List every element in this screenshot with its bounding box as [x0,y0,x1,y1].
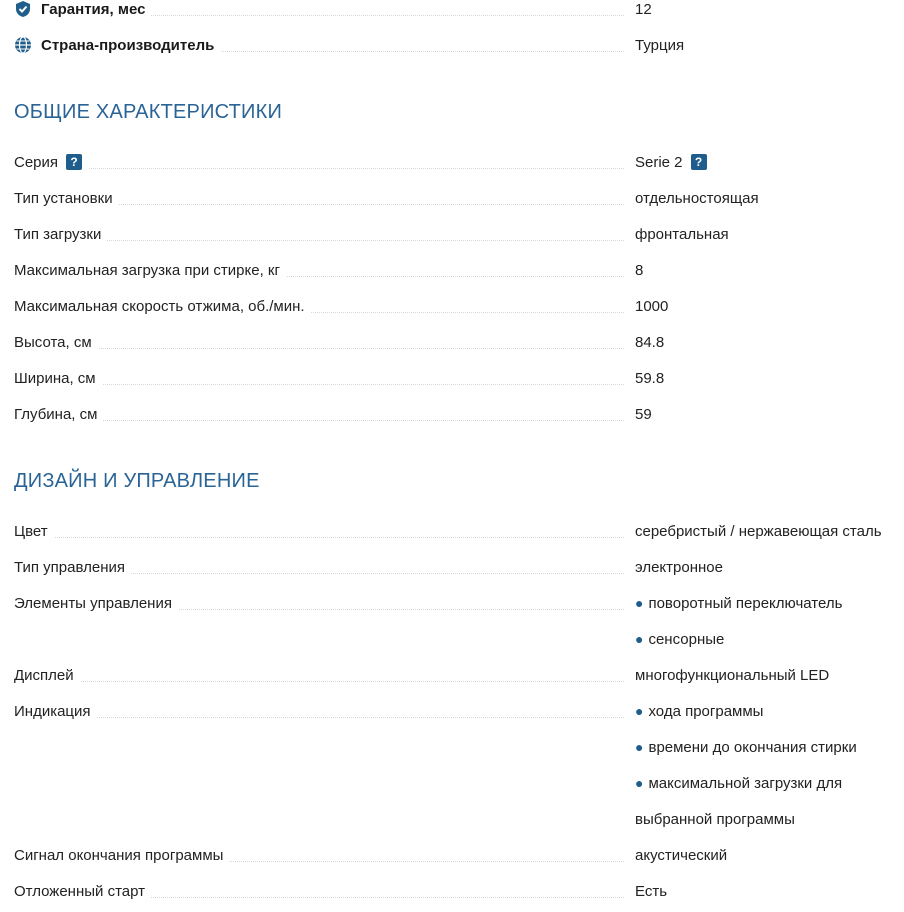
spec-row-warranty [14,0,904,27]
spec-value: Турция [635,36,685,54]
globe-icon [14,36,32,54]
list-item: ● хода программы [635,702,764,720]
list-item: ● максимальной загрузки для [635,774,843,792]
spec-value: 1000 [635,297,669,315]
spec-value: серебристый / нержавеющая сталь [635,522,882,540]
spec-value: 84.8 [635,333,665,351]
spec-label: Тип управления [14,559,131,576]
spec-value: Serie 2 [635,153,683,171]
spec-row [14,252,904,288]
spec-label: Индикация [14,703,97,720]
list-item-continuation: выбранной программы [635,810,795,828]
spec-label: Глубина, см [14,406,103,423]
spec-label: Тип загрузки [14,226,107,243]
spec-row [14,396,904,432]
help-icon[interactable]: ? [691,154,707,170]
spec-label: Ширина, см [14,370,102,387]
spec-label: Дисплей [14,667,80,684]
spec-row [14,180,904,216]
list-item: ● времени до окончания стирки [635,738,857,756]
spec-row-delayed-start [14,873,904,909]
spec-row-controls [14,585,904,621]
shield-check-icon [14,0,32,18]
spec-row [14,360,904,396]
spec-label: Страна-производитель [41,36,215,54]
spec-label: Максимальная загрузка при стирке, кг [14,262,286,279]
spec-value: 59 [635,405,652,423]
section-title-general: ОБЩИЕ ХАРАКТЕРИСТИКИ [14,101,283,123]
spec-label: Серия [14,153,59,171]
spec-label: Тип установки [14,190,119,207]
spec-value: 8 [635,261,644,279]
list-item: ● сенсорные [635,630,725,648]
spec-label: Элементы управления [14,595,178,612]
list-item: ● поворотный переключатель [635,594,843,612]
spec-value: фронтальная [635,225,729,243]
bullet-icon: ● [635,739,644,755]
spec-value: многофункциональный LED [635,666,830,684]
spec-row-series [14,144,904,180]
spec-value: отдельностоящая [635,189,759,207]
bullet-icon: ● [635,775,644,791]
bullet-icon: ● [635,595,644,611]
spec-label: Сигнал окончания программы [14,847,229,864]
spec-label: Отложенный старт [14,883,151,900]
spec-label: Максимальная скорость отжима, об./мин. [14,298,311,315]
spec-value: акустический [635,846,728,864]
spec-value: Есть [635,882,668,900]
spec-value: электронное [635,558,723,576]
help-icon[interactable]: ? [66,154,82,170]
spec-row [14,216,904,252]
bullet-icon: ● [635,631,644,647]
section-title-design: ДИЗАЙН И УПРАВЛЕНИЕ [14,470,260,492]
spec-label: Высота, см [14,334,98,351]
spec-row-indication [14,693,904,729]
spec-row [14,324,904,360]
spec-row-country [14,27,904,63]
spec-label: Гарантия, мес [41,0,146,18]
spec-value: 12 [635,0,652,18]
bullet-icon: ● [635,703,644,719]
spec-row [14,288,904,324]
spec-row-end-signal [14,837,904,873]
spec-value: 59.8 [635,369,665,387]
spec-row-color [14,513,904,549]
spec-label: Цвет [14,523,54,540]
spec-row-display [14,657,904,693]
spec-row-control-type [14,549,904,585]
